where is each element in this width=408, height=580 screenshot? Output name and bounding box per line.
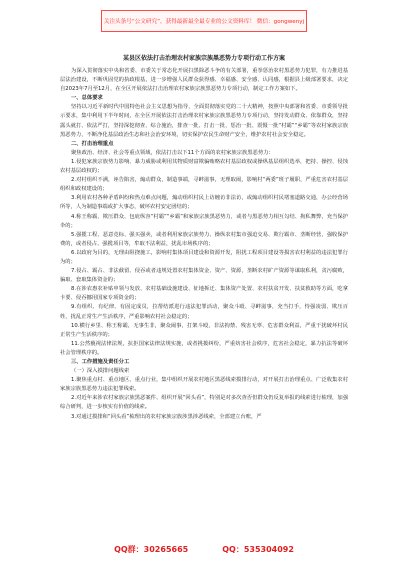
document-paragraphs: [60, 67, 348, 422]
body-paragraph: 聚焦政治、经济、社会等重点领域，依法打击以下11个方面的农村家族宗族黑恶势力：: [71, 149, 274, 156]
promo-banner: [101, 10, 307, 32]
body-paragraph: 3.对通过摸排和“回头看”梳理出的农村家族宗族涉黑涉恶线索，全部建立台账，严: [71, 413, 262, 420]
footer-qq: QQ：535304092: [222, 545, 294, 554]
section-heading: 三、工作措施及责任分工: [71, 359, 130, 365]
body-paragraph: 9.有组织、有纪律、有固定成员，拉帮结派进行违法犯罪活动，聚众斗殴、寻衅滋事，充当打手，恃强凌弱、欺压百姓，扰乱正常生产生活秩序，严重影响农村社会稳定的；: [60, 304, 348, 320]
body-paragraph: 2.对近年来涉农村家族宗族黑恶案件、组织开展“回头看”，特别是对多次查否但群众仍反复举报的线索进行梳理，加强综合研判，进一步核实有价值的线索。: [60, 395, 348, 411]
body-paragraph: 坚持以习近平新时代中国特色社会主义思想为指导，全面贯彻落实党的二十大精神，按照中央部署和省委、市委领导批示要求，集中利用下半年时间，在全区开展依法打击治理农村家族宗族黑恶势力专项行动，坚持发动群众、依靠群众，坚持露头就打、依法严打，坚持深挖彻查、综合施治，排查一批、打击一批、惩治一批、震慑一批“村霸”“乡霸”等农村家族宗族黑恶势力，不断净化基层政治生态和社会治安环境，切实保护农民生命财产安全，维护农村社会安全稳定。: [60, 104, 348, 138]
body-paragraph: 1.聚焦重点村、重点地区、重点行业，集中组织开展农村地区黑恶线索摸排行动，对开展打击治理重点、广泛收集农村家族宗族黑恶势力违法犯罪线索。: [60, 377, 348, 393]
body-paragraph: 10.横行乡里、称王称霸，无事生非，聚众闹事，打架斗殴，非法拘禁、残害无辜、危害群众利益，严重干扰破坏村民正常生产生活秩序的；: [60, 322, 348, 338]
body-paragraph: 8.在涉农惠农补贴申领与发放、农村基础设施建设、征地拆迁、集体资产处置、农村扶贫开发、扶贫救助等方面，吃拿卡要、侵吞挪用国家专项资金的；: [60, 286, 348, 302]
body-paragraph: 4.称王称霸、欺压群众、包庇纵容“村霸”“乡霸”和家族宗族黑恶势力，或者与黑恶势力相互勾结、拘私舞弊，充当保护伞的；: [60, 213, 348, 229]
body-paragraph: 为深入贯彻落实中央和省委、市委关于常态化开展扫黑除恶斗争的有关部署，重拳惩治农村黑恶势力犯罪，有力推进基层法治建设，不断巩固党的执政根基，进一步增强人民群众获得感、幸福感、安全感、认同感，根据县上级部署要求，决定自2023年7月至12月，在全区开展依法打击治理农村家族宗族黑恶势力专项行动，制定工作方案如下。: [60, 68, 348, 93]
section-heading: 二、打击治理重点: [71, 140, 114, 147]
body-paragraph: 1.侵犯家族宗族势力影响、暴力威胁或利用其物质财富欺骗贿赂农村基层政权或操纵基层组织选举，把持、操控、侵蚀农村基层政权的；: [60, 158, 348, 175]
promo-banner-text: 关注头条号“公文研究”，获得最新最全最专业的公文资料库！ 微信：gongwenyj: [103, 19, 305, 25]
body-paragraph: 5.强揽工程、恶意竞标、强买强卖，或者利用家族宗族势力、操纵农村集市强迫交易、欺行霸市、垄断经营，强收保护费的，或者侵占、强揽项目等，牟取不法利益，扰乱市场秩序的；: [60, 231, 348, 247]
document-body: [60, 54, 348, 422]
footer-qq-group: QQ群：30265665: [114, 545, 189, 554]
body-paragraph: 11.公然藐视法律法规，抗拒国家法律法规实施，或者挑拨纠纷，严重妨害社会秩序，危害社会稳定，暴力抗法等破坏社会管理秩序的。: [60, 340, 348, 356]
body-paragraph: 6.以政府为目的，无理由阻挠施工，影响村集体项目建设和资源开发，阻扰工程项目建设等损害农村利益的违法犯罪行为的；: [60, 249, 348, 265]
footer-contact: [0, 544, 408, 558]
section-heading: 一、总体要求: [71, 95, 103, 102]
body-paragraph: 3.利用农村各种矛盾纠纷和热点难点问题，煽动组织村民上访缠访非法访，或煽动组织村民堵塞道路交通，办公经营场所等，人为制造事端或扩大事态，破坏农村安定团结的；: [60, 195, 348, 211]
body-paragraph: 2.对村组织不满，诬告陷害，煽动群众，制造事端，寻衅滋事，无理取闹，影响村“两委”班子履职，严重危害农村基层组织和政权建设的；: [60, 177, 348, 193]
document-title: 某县区依法打击治理农村家族宗族黑恶势力专项行动工作方案: [122, 55, 285, 62]
section-heading: （一）深入摸排问题线索: [71, 368, 130, 375]
body-paragraph: 7.侵占、霸占、非法截留、侵吞或者违规处置农村集体资金、资产、资源，垄断农村矿产资源等谋取私利，贪污腐败，骗取、套取集体资金的；: [60, 268, 348, 284]
